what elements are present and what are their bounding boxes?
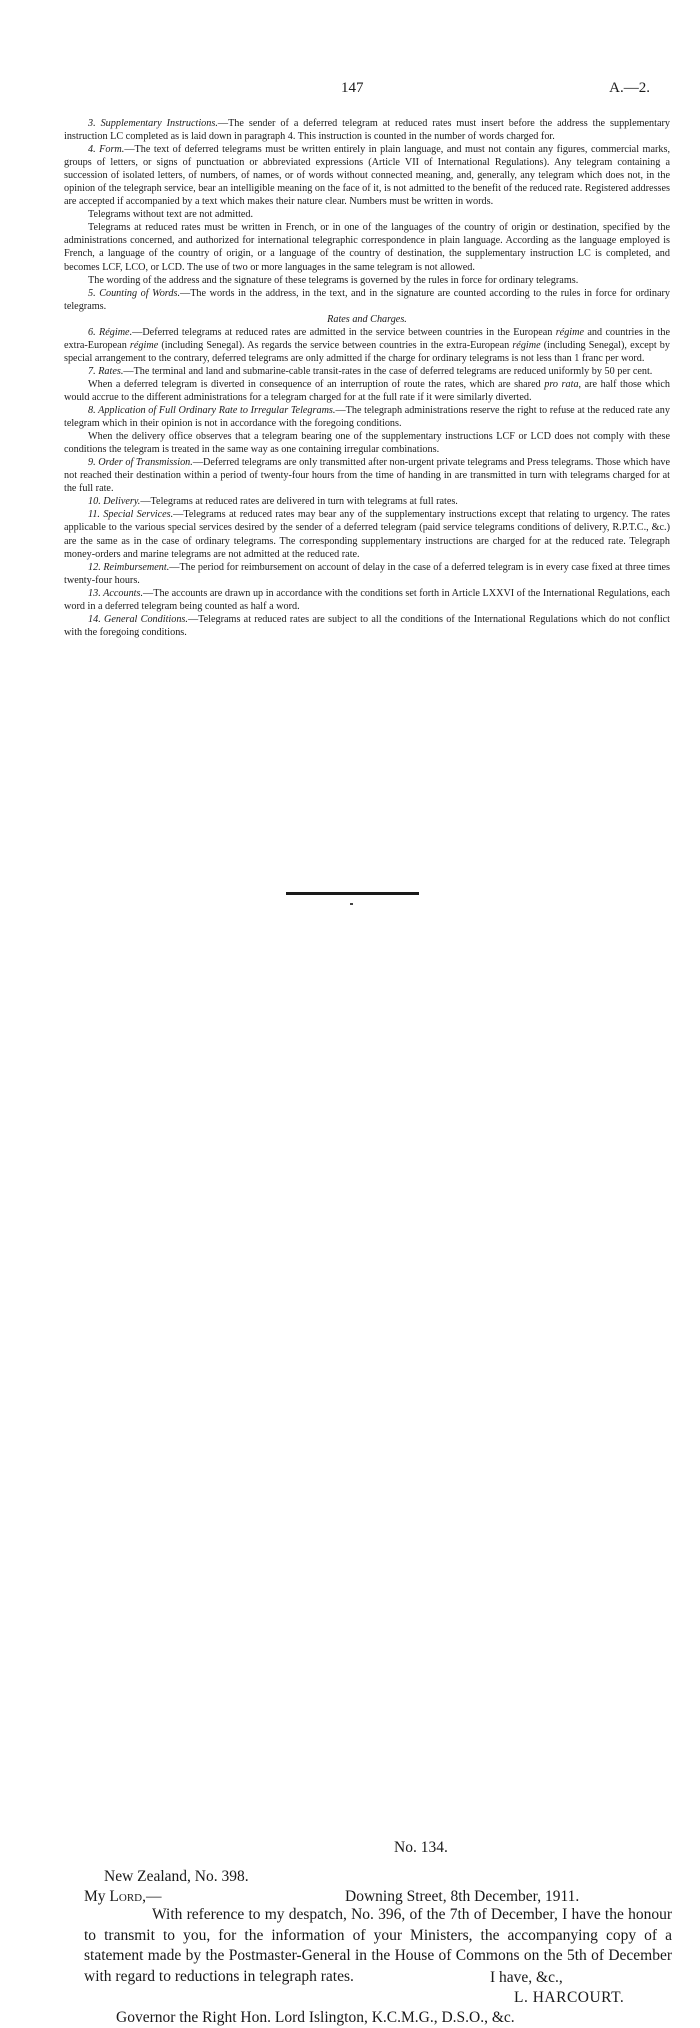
divider-mark (350, 903, 353, 905)
paragraph-text: —The words in the address, in the text, and in the signature are counted according to the rules in force for ordinary telegrams. (64, 287, 670, 312)
paragraph-title: 11. Special Services. (88, 509, 174, 521)
paragraph-delivery-office: When the delivery office observes that a telegram bearing one of the supplementary instructions LCF or LCD does not comply with these conditions the telegram is treated in the same way as one containing irregular combinations. (64, 431, 670, 456)
recipient-reference: New Zealand, No. 398. (104, 1868, 249, 1885)
paragraph-title: 10. Delivery. (88, 496, 141, 508)
salutation (84, 1887, 162, 1907)
letter-body (84, 1905, 672, 1987)
paragraph-text: —The text of deferred telegrams must be written entirely in plain language, and must not contain any figures, commercial marks, groups of letters, or signs of punctuation or abbreviated expressions (Article VII of International Regulations). Any telegram containing a succession of isolated letters, of numbers, of names, or of words without connected meaning, and, generally, any telegram which does not, in the opinion of the telegraph service, bear an intelligible meaning on the face of it, is not admitted to the benefit of the reduced rate. Registered addresses are accepted if accompanied by a text which makes their nature clear. Numbers must be written in words. (64, 144, 670, 208)
salutation-lord: Lord (109, 1888, 143, 1905)
paragraph-text: —The accounts are drawn up in accordance with the conditions set forth in Article LXXVI of the International Regulations, each word in a deferred telegram being counted as half a word. (64, 587, 670, 612)
paragraph-title: 9. Order of Transmission. (88, 457, 193, 469)
paragraph-title: 12. Reimbursement. (88, 561, 170, 573)
paragraph-full-rate (64, 404, 670, 430)
paragraph-text: —The sender of a deferred telegram at reduced rates must insert before the address the supplementary instruction LC completed as is laid down in paragraph 4. This instruction is counted in the number of words charged for. (64, 118, 670, 143)
paragraph-text: —The period for reimbursement on account of delay in the case of a deferred telegram is in every case fixed at three times twenty-four hours. (64, 561, 671, 586)
despatch-number: No. 134. (394, 1839, 448, 1856)
paragraph-general-conditions (64, 613, 670, 639)
paragraph-rates (64, 365, 670, 378)
salutation-my: My (84, 1888, 110, 1905)
paragraph-text: —Telegrams at reduced rates may bear any of the supplementary instructions except that relating to urgency. The rates applicable to the various special services desired by the sender of a deferred telegram (paid service telegrams conditions of delivery, R.P.T.C., &c.) are the same as in the case of ordinary telegrams. The corresponding supplementary instructions are charged for at the reduced rate. Telegraph money-orders and marine telegrams are not admitted at the reduced rate. (64, 509, 671, 560)
addressee: Governor the Right Hon. Lord Islington, K.C.M.G., D.S.O., &c. (116, 2009, 515, 2026)
paragraph-title: 8. Application of Full Ordinary Rate to Irregular Telegrams. (88, 405, 336, 417)
paragraph-text: —Deferred telegrams at reduced rates are admitted in the service between countries in the European (132, 326, 556, 338)
italic-term: régime (129, 339, 159, 351)
paragraph-supplementary-instructions (64, 117, 670, 143)
paragraph-title: 14. General Conditions. (88, 613, 188, 625)
paragraph-diverted (64, 378, 670, 404)
paragraph-text: (including Senegal), except by special arrangement to the contrary, deferred telegrams are only admitted if the charge for ordinary telegrams is not less than 1 franc per word. (64, 339, 670, 364)
paragraph-wording: The wording of the address and the signature of these telegrams is governed by the rules in force for ordinary telegrams. (88, 274, 579, 286)
paragraph-special-services (64, 508, 670, 560)
paragraph-text: (including Senegal). As regards the service between countries in the extra-European (158, 339, 513, 351)
paragraph-transmission (64, 456, 670, 495)
section-divider (286, 892, 419, 895)
paragraph-text: —The terminal and land and submarine-cable transit-rates in the case of deferred telegrams are reduced uniformly by 50 per cent. (123, 365, 653, 377)
paragraph-title: 5. Counting of Words. (88, 287, 180, 299)
signature: L. HARCOURT. (514, 1989, 625, 2006)
closing: I have, &c., (490, 1969, 563, 1986)
paragraph-title: 7. Rates. (88, 365, 124, 377)
paragraph-text: and countries in the extra-European (64, 326, 670, 351)
italic-term: régime (555, 326, 585, 338)
paragraph-regime (64, 326, 670, 365)
paragraph-title: 4. Form. (88, 144, 125, 156)
document-reference: A.—2. (609, 80, 650, 96)
paragraph-title: 3. Supplementary Instructions. (88, 118, 218, 129)
paragraph-text: —Telegrams at reduced rates are delivered in turn with telegrams at full rates. (140, 496, 458, 508)
regulations-text (64, 117, 670, 639)
paragraph-text: When a deferred telegram is diverted in consequence of an interruption of route the rates, which are shared (88, 378, 545, 390)
paragraph-form (64, 143, 670, 208)
paragraph-text: —Deferred telegrams are only transmitted after non-urgent private telegrams and Press telegrams. Those which have not reached their destination within a period of twenty-four hours from the time of handing in are transmitted in turn with telegrams charged for at the full rate. (64, 457, 670, 495)
italic-term: régime (512, 339, 541, 351)
paragraph-accounts (64, 587, 670, 613)
place-date: Downing Street, 8th December, 1911. (345, 1888, 580, 1905)
section-heading: Rates and Charges. (327, 313, 407, 325)
salutation-dash: ,— (142, 1888, 162, 1905)
paragraph-languages: Telegrams at reduced rates must be written in French, or in one of the languages of the country of origin or destination, specified by the administrations concerned, and authorized for international telegraphic correspondence in plain language. According as the language employed is French, a language of the country of origin, or a language of the country of destination, the supplementary instruction LC is completed, and becomes LCF, LCO, or LCD. The use of two or more languages in the same telegram is not allowed. (64, 222, 670, 273)
paragraph-reimbursement (64, 561, 670, 587)
paragraph-title: 13. Accounts. (88, 587, 144, 599)
paragraph-text: —The telegraph administrations reserve the right to refuse at the reduced rate any telegram which in their opinion is not in accordance with the foregoing conditions. (64, 405, 670, 430)
page-number: 147 (341, 80, 364, 96)
paragraph-text: —Telegrams at reduced rates are subject to all the conditions of the International Regulations which do not conflict with the foregoing conditions. (64, 613, 670, 638)
letter-body-text: With reference to my despatch, No. 396, of the 7th of December, I have the honour to transmit to you, for the information of your Ministers, the accompanying copy of a statement made by the Postmaster-General in the House of Commons on the 5th of December with regard to reductions in telegraph rates. (84, 1906, 672, 1985)
paragraph-no-text: Telegrams without text are not admitted. (88, 209, 254, 221)
paragraph-counting-words (64, 287, 670, 313)
paragraph-title: 6. Régime. (88, 326, 133, 338)
paragraph-text: , are half those which would accrue to the different administrations for a telegram charged for at the full rate if it were similarly diverted. (64, 378, 670, 403)
paragraph-delivery (64, 495, 670, 508)
italic-term: pro rata (544, 378, 579, 390)
